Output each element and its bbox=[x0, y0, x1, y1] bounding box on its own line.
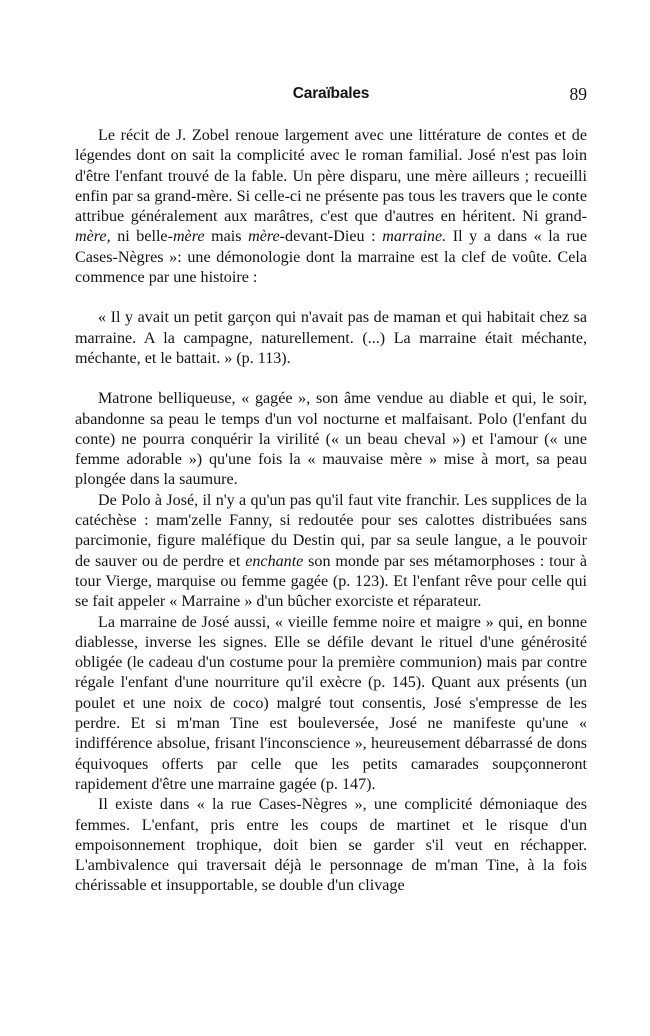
body-text bbox=[75, 126, 587, 897]
paragraph-5: Il existe dans « la rue Cases-Nègres », une complicité démoniaque des femmes. L'enfant, pris entre les coups de martinet et le risque d'un empoisonnement trophique, doit bien se garder s'il veut en réchapper. L'ambivalence qui traversait déjà le personnage de m'man Tine, à la fois chérissable et insupportable, se double d'un clivage bbox=[75, 796, 587, 895]
paragraph-3-text-c: son monde par ses métamorphoses : tour à tour Vierge, marquise ou femme gagée (p. 123). Et l'enfant rêve pour celle qui se fait appeler « Marraine » d'un bûcher exorciste et réparateur. bbox=[75, 552, 587, 611]
paragraph-1-text-g: -devant-Dieu : bbox=[279, 228, 383, 246]
paragraph-1-emphasis-marraine: marraine. bbox=[382, 228, 447, 246]
paragraph-2: Matrone belliqueuse, « gagée », son âme vendue au diable et qui, le soir, abandonne sa peau le temps d'un vol nocturne et malfaisant. Polo (l'enfant du conte) ne pourra conquérir la virilité (« un beau cheval ») et l'amour (« une femme adorable ») qu'une fois la « mauvaise mère » mise à mort, sa peau plongée dans la saumure. bbox=[75, 390, 587, 489]
paragraph-1-text-a: Le récit de J. Zobel renoue largement avec une littérature de contes et de légendes dont on sait la complicité avec le roman familial. José n'est pas loin d'être l'enfant trouvé de la fable. Un père disparu, une mère ailleurs ; recueilli enfin par sa grand-mère. Si celle-ci ne présente pas tous les travers que le conte attribue généralement aux marâtres, c'est que d'autres en héritent. Ni grand- bbox=[75, 127, 587, 226]
paragraph-1-text-i: Il y a dans « la rue Cases-Nègres »: une démonologie dont la marraine est la clef de voûte. Cela commence par une histoire : bbox=[75, 228, 587, 287]
paragraph-3-emphasis-enchante: enchante bbox=[245, 552, 304, 570]
page-number: 89 bbox=[569, 84, 587, 104]
paragraph-3 bbox=[75, 491, 587, 613]
paragraph-1-text-e: mais bbox=[204, 228, 249, 246]
paragraph-3-text-a: De Polo à José, il n'y a qu'un pas qu'il faut vite franchir. Les supplices de la catéchèse : mam'zelle Fanny, si redoutée pour ses calottes distribuées sans parcimonie, figure maléfique du Destin qui, par sa seule langue, a le pouvoir de sauver ou de perdre et bbox=[75, 491, 587, 570]
paragraph-1-emphasis-mere-1: mère, bbox=[75, 228, 111, 246]
running-title: Caraïbales bbox=[292, 85, 370, 102]
paragraph-4: La marraine de José aussi, « vieille femme noire et maigre » qui, en bonne diablesse, inverse les signes. Elle se défile devant le rituel d'une générosité obligée (le cadeau d'un costume pour la première communion) mais par contre régale l'enfant d'une nourriture qu'il exècre (p. 145). Quant aux présents (un poulet et une noix de coco) malgré tout consentis, José s'empresse de les perdre. Et si m'man Tine est bouleversée, José ne manifeste qu'une « indifférence absolue, frisant l'inconscience », heureusement débarrassé de dons équivoques offerts par celle que les petits camarades soupçonneront rapidement d'être une marraine gagée (p. 147). bbox=[75, 613, 587, 793]
paragraph-1-emphasis-mere-3: mère bbox=[248, 228, 280, 246]
book-page bbox=[75, 84, 587, 897]
page-header bbox=[75, 84, 587, 106]
paragraph-1 bbox=[75, 126, 587, 288]
paragraph-1-text-c: ni belle- bbox=[110, 228, 173, 246]
paragraph-1-emphasis-mere-2: mère bbox=[172, 228, 205, 246]
quotation-block: « Il y avait un petit garçon qui n'avait pas de maman et qui habitait chez sa marraine. A la campagne, naturellement. (...) La marraine était méchante, méchante, et le battait. » (p. 113). bbox=[75, 309, 587, 367]
